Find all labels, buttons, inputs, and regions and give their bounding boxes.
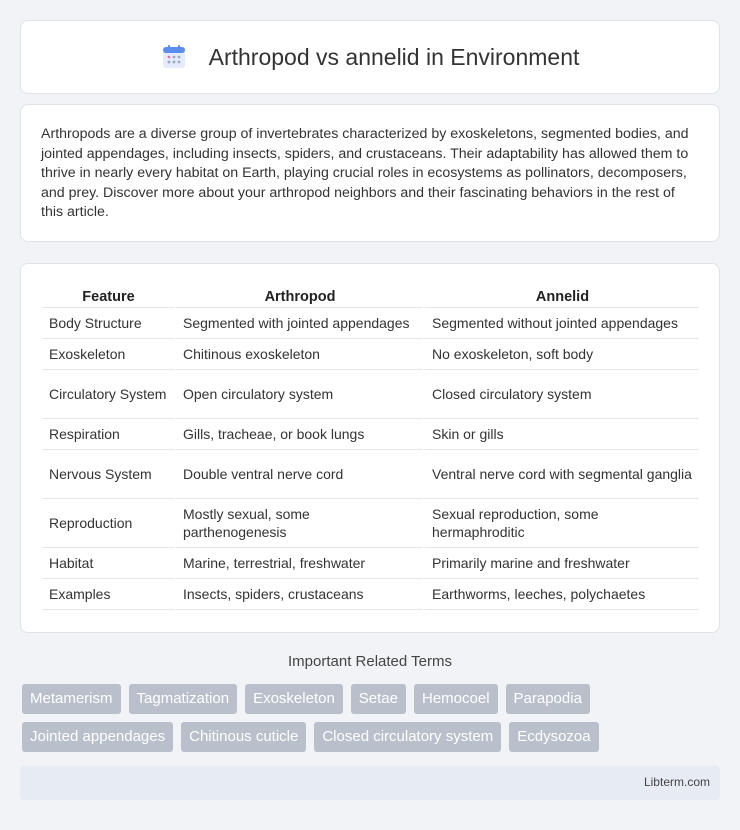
- table-cell: Mostly sexual, some parthenogenesis: [174, 499, 423, 548]
- table-cell: Ventral nerve cord with segmental ganglia: [423, 450, 699, 499]
- tag-closed-circulatory-system[interactable]: Closed circulatory system: [314, 722, 501, 752]
- tag-tagmatization[interactable]: Tagmatization: [129, 684, 238, 714]
- column-header-arthropod: Arthropod: [174, 286, 423, 308]
- table-cell: Skin or gills: [423, 419, 699, 450]
- table-cell: Open circulatory system: [174, 370, 423, 419]
- page-title: Arthropod vs annelid in Environment: [208, 43, 580, 70]
- tag-jointed-appendages[interactable]: Jointed appendages: [22, 722, 173, 752]
- table-cell: Examples: [43, 579, 174, 610]
- table-cell: Habitat: [43, 548, 174, 579]
- tag-exoskeleton[interactable]: Exoskeleton: [245, 684, 343, 714]
- title-card: [20, 20, 720, 94]
- table-cell: Segmented without jointed appendages: [423, 308, 699, 339]
- table-cell: Body Structure: [43, 308, 174, 339]
- table-cell: Gills, tracheae, or book lungs: [174, 419, 423, 450]
- footer: [20, 766, 720, 800]
- table-cell: Chitinous exoskeleton: [174, 339, 423, 370]
- table-row: [43, 339, 699, 370]
- footer-site-link[interactable]: Libterm.com: [643, 775, 710, 789]
- related-terms-heading: Important Related Terms: [288, 653, 452, 670]
- table-cell: Earthworms, leeches, polychaetes: [423, 579, 699, 610]
- comparison-table-card: [20, 263, 720, 633]
- table-row: [43, 548, 699, 579]
- table-cell: Circulatory System: [43, 370, 174, 419]
- tag-setae[interactable]: Setae: [351, 684, 406, 714]
- table-row: [43, 308, 699, 339]
- table-cell: Insects, spiders, crustaceans: [174, 579, 423, 610]
- table-row: [43, 499, 699, 548]
- table-cell: Respiration: [43, 419, 174, 450]
- table-cell: Marine, terrestrial, freshwater: [174, 548, 423, 579]
- table-cell: No exoskeleton, soft body: [423, 339, 699, 370]
- table-row: [43, 419, 699, 450]
- table-row: [43, 579, 699, 610]
- tag-ecdysozoa[interactable]: Ecdysozoa: [509, 722, 598, 752]
- column-header-annelid: Annelid: [423, 286, 699, 308]
- table-cell: Sexual reproduction, some hermaphroditic: [423, 499, 699, 548]
- tag-parapodia[interactable]: Parapodia: [506, 684, 590, 714]
- tag-hemocoel[interactable]: Hemocoel: [414, 684, 498, 714]
- table-cell: Nervous System: [43, 450, 174, 499]
- intro-card: [20, 104, 720, 242]
- table-row: [43, 370, 699, 419]
- intro-paragraph: Arthropods are a diverse group of invertebrates characterized by exoskeletons, segmented bodies, and jointed appendages, including insects, spiders, and crustaceans. Their adaptability has allowed them to thrive in nearly every habitat on Earth, playing crucial roles in ecosystems as pollinators, decomposers, and prey. Discover more about your arthropod neighbors and their fascinating behaviors in the rest of this article.: [41, 126, 689, 221]
- tag-row: [22, 684, 722, 714]
- comparison-table: [43, 286, 699, 610]
- table-cell: Exoskeleton: [43, 339, 174, 370]
- calendar-icon: [161, 44, 187, 70]
- table-cell: Segmented with jointed appendages: [174, 308, 423, 339]
- tag-chitinous-cuticle[interactable]: Chitinous cuticle: [181, 722, 306, 752]
- tag-metamerism[interactable]: Metamerism: [22, 684, 121, 714]
- table-cell: Double ventral nerve cord: [174, 450, 423, 499]
- table-header-row: [43, 286, 699, 308]
- table-cell: Closed circulatory system: [423, 370, 699, 419]
- table-row: [43, 450, 699, 499]
- tag-row: [22, 722, 722, 752]
- table-cell: Primarily marine and freshwater: [423, 548, 699, 579]
- column-header-feature: Feature: [43, 286, 174, 308]
- related-terms-tags: [22, 684, 722, 760]
- table-cell: Reproduction: [43, 499, 174, 548]
